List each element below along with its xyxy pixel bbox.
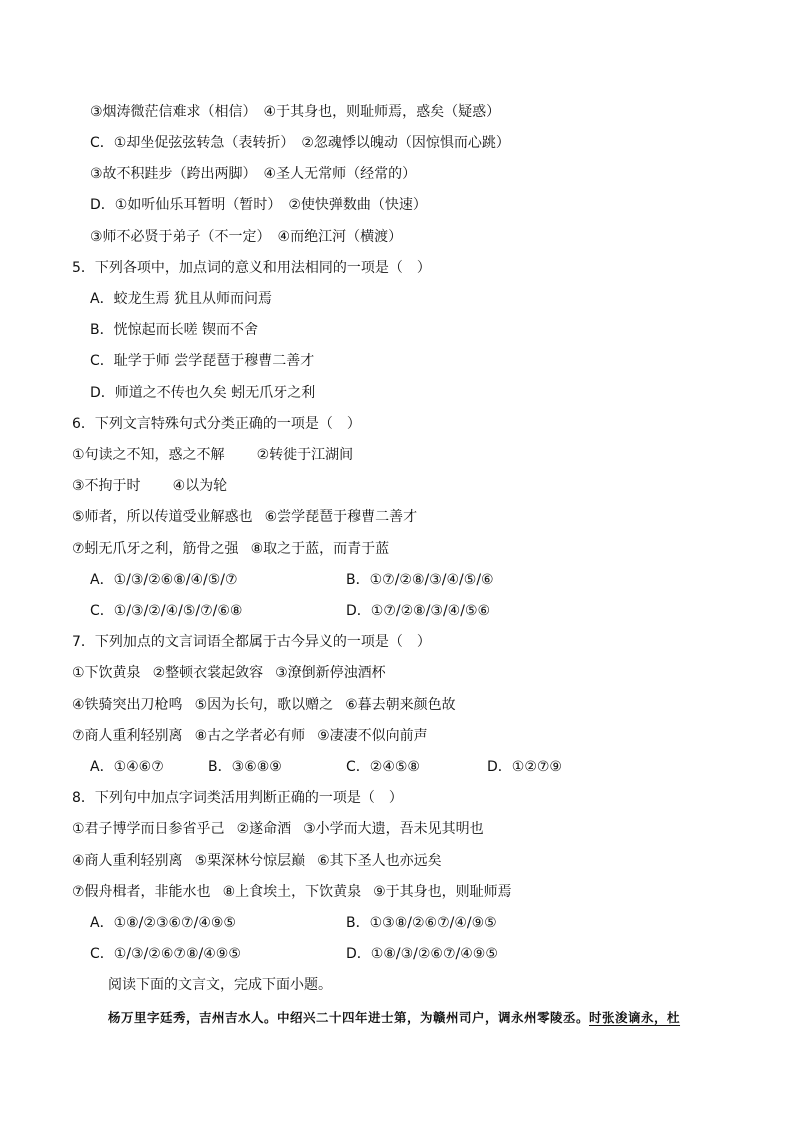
q8-item-6: ⑥其下圣人也亦远矣 — [317, 853, 442, 869]
q6-item-1: ①句读之不知，惑之不解 — [72, 447, 225, 463]
q8-items-row1 — [72, 819, 484, 839]
q8-item-7: ⑦假舟楫者，非能水也 — [72, 884, 211, 900]
q7-option-c: C．②④⑤⑧ — [346, 759, 420, 775]
q8-items-row2 — [72, 851, 442, 871]
q6-items-row1 — [72, 445, 353, 465]
q4-option-d-line2: ③师不必贤于弟子（不一定） ④而绝江河（横渡） — [90, 229, 403, 245]
q6-item-6: ⑥尝学琵琶于穆曹二善才 — [264, 509, 418, 525]
q5-option-c: C．耻学于师 尝学琵琶于穆曹二善才 — [90, 353, 315, 369]
q4-option-d: D．①如听仙乐耳暂明（暂时） ②使快弹数曲（快速） — [90, 197, 427, 213]
q7-items-row2 — [72, 695, 456, 715]
q7-stem: 7．下列加点的文言词语全都属于古今异义的一项是（ ） — [72, 634, 431, 650]
q7-item-5: ⑤因为长句，歌以赠之 — [194, 697, 334, 713]
q7-item-9: ⑨凄凄不似向前声 — [317, 728, 428, 744]
q4-option-b-line2: ③烟涛微茫信难求（相信） ④于其身也，则耻师焉，惑矣（疑惑） — [90, 104, 501, 120]
q8-item-9: ⑨于其身也，则耻师焉 — [373, 884, 512, 900]
q8-option-b: B．①③⑧/②⑥⑦/④/⑨⑤ — [346, 915, 497, 931]
reading-instruction: 阅读下面的文言文，完成下面小题。 — [108, 977, 332, 993]
q6-items-row4 — [72, 539, 389, 559]
q7-item-6: ⑥暮去朝来颜色故 — [345, 697, 456, 713]
q6-item-7: ⑦蚓无爪牙之利，筋骨之强 — [72, 541, 239, 557]
q8-option-d: D．①⑧/③/②⑥⑦/④⑨⑤ — [346, 946, 498, 962]
q6-item-4: ④以为轮 — [172, 478, 228, 494]
q7-item-1: ①下饮黄泉 — [72, 665, 141, 681]
q6-option-b: B．①⑦/②⑧/③/④/⑤/⑥ — [346, 572, 494, 588]
q7-item-2: ②整顿衣裳起敛容 — [152, 665, 264, 681]
q5-option-a: A．蛟龙生焉 犹且从师而问焉 — [90, 291, 273, 307]
q7-items-row3 — [72, 726, 428, 746]
q8-item-4: ④商人重利轻别离 — [72, 853, 183, 869]
q7-option-d: D．①②⑦⑨ — [487, 759, 562, 775]
q5-option-b: B．恍惊起而长嗟 锲而不舍 — [90, 322, 259, 338]
q7-option-b: B．③⑥⑧⑨ — [208, 759, 282, 775]
q4-option-c-line2: ③故不积跬步（跨出两脚） ④圣人无常师（经常的） — [90, 166, 417, 182]
q8-stem: 8．下列句中加点字词类活用判断正确的一项是（ ） — [72, 790, 403, 806]
q7-items-row1 — [72, 663, 386, 683]
q6-item-2: ②转徙于江湖间 — [256, 447, 354, 463]
q5-stem: 5．下列各项中，加点词的意义和用法相同的一项是（ ） — [72, 260, 431, 276]
q4-option-c: C．①却坐促弦弦转急（表转折） ②忽魂悸以魄动（因惊惧而心跳） — [90, 135, 510, 151]
reading-passage-line1 — [108, 1008, 680, 1028]
q7-option-a: A．①④⑥⑦ — [90, 759, 164, 775]
q6-item-3: ③不拘于时 — [72, 478, 141, 494]
q8-item-3: ③小学而大遗，吾未见其明也 — [303, 821, 484, 837]
q5-option-d: D．师道之不传也久矣 蚓无爪牙之利 — [90, 385, 316, 401]
q6-option-d: D．①⑦/②⑧/③/④/⑤⑥ — [346, 603, 491, 619]
q6-item-5: ⑤师者，所以传道受业解惑也 — [72, 509, 253, 525]
passage-text: 杨万里字廷秀，吉州吉水人。中绍兴二十四年进士第，为赣州司户，调永州零陵丞。 — [108, 1010, 590, 1025]
q6-option-c: C．①/③/②/④/⑤/⑦/⑥⑧ — [90, 603, 243, 619]
q7-item-7: ⑦商人重利轻别离 — [72, 728, 183, 744]
q8-item-5: ⑤栗深林兮惊层巅 — [194, 853, 306, 869]
q7-item-8: ⑧古之学者必有师 — [194, 728, 306, 744]
q6-item-8: ⑧取之于蓝，而青于蓝 — [250, 541, 390, 557]
q6-items-row2 — [72, 476, 227, 496]
q8-item-8: ⑧上食埃土，下饮黄泉 — [222, 884, 362, 900]
q6-items-row3 — [72, 507, 417, 527]
q8-items-row3 — [72, 882, 512, 902]
q7-item-4: ④铁骑突出刀枪鸣 — [72, 697, 183, 713]
q7-item-3: ③潦倒新停浊酒杯 — [275, 665, 386, 681]
passage-underlined-text: 时张浚谪永，杜 — [589, 1010, 681, 1025]
q8-item-1: ①君子博学而日参省乎己 — [72, 821, 225, 837]
q8-option-a: A．①⑧/②③⑥⑦/④⑨⑤ — [90, 915, 236, 931]
q6-stem: 6．下列文言特殊句式分类正确的一项是（ ） — [72, 416, 361, 432]
q8-item-2: ②遂命酒 — [236, 821, 292, 837]
q8-option-c: C．①/③/②⑥⑦⑧/④⑨⑤ — [90, 946, 241, 962]
q6-option-a: A．①/③/②⑥⑧/④/⑤/⑦ — [90, 572, 238, 588]
